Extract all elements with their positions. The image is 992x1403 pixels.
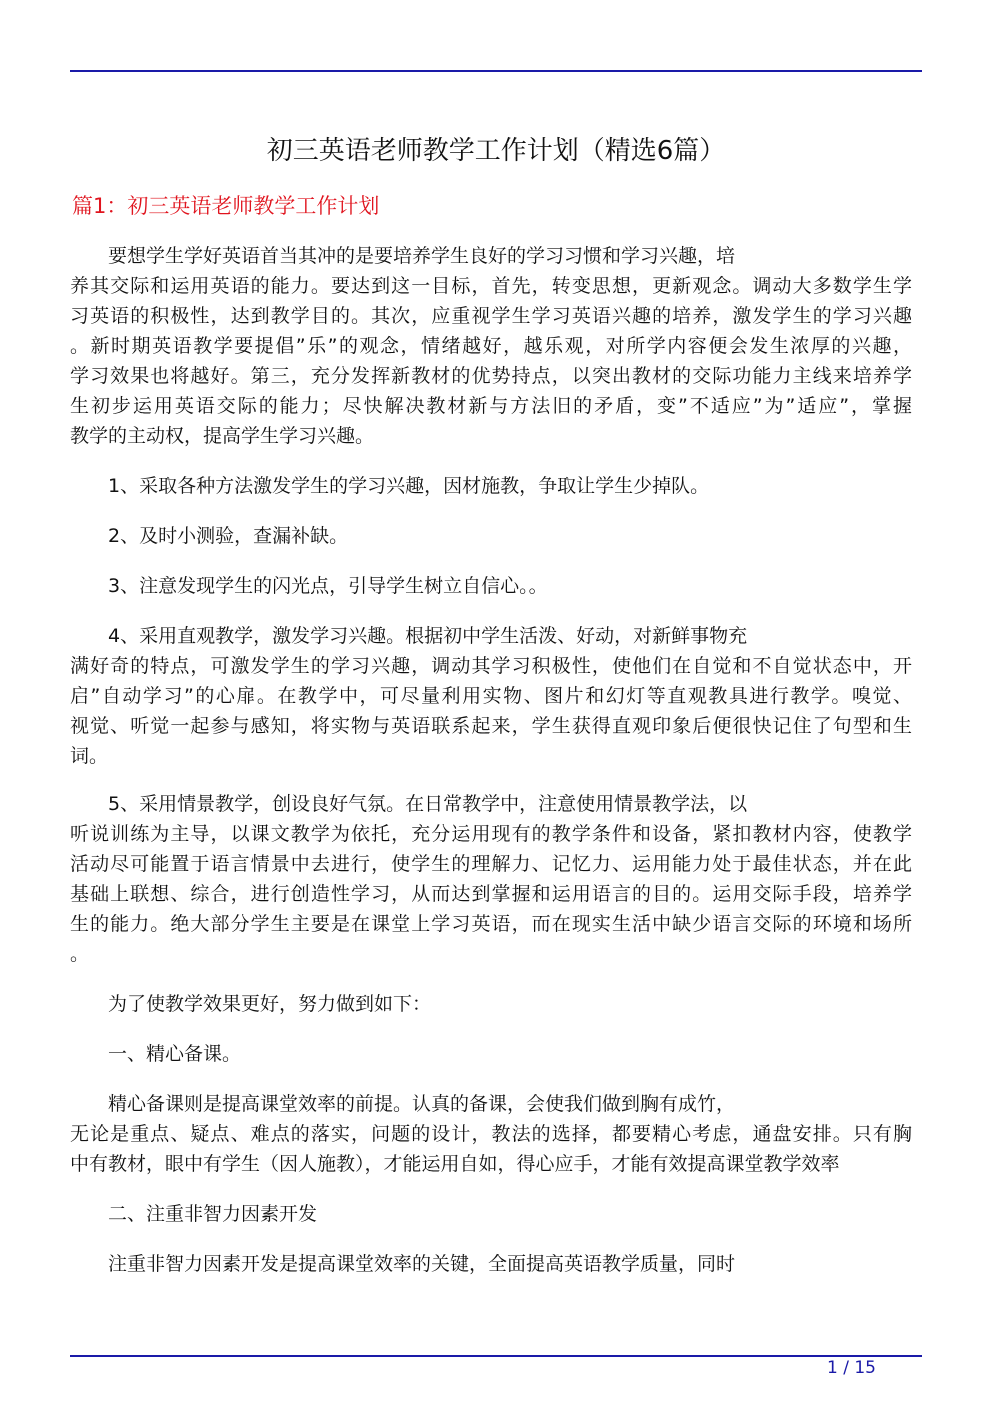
page-number: 1 / 15 [827,1358,876,1378]
paragraph [70,1249,912,1279]
text-line: 要想学生学好英语首当其冲的是要培养学生良好的学习习惯和学习兴趣，培 [108,245,736,267]
paragraph [70,1199,912,1229]
paragraph [70,789,912,969]
text-line: 习英语的积极性，达到教学目的。其次，应重视学生学习英语兴趣的培养，激发学生的学习兴趣 [70,305,912,327]
bottom-rule [70,1355,922,1357]
paragraph [70,621,912,771]
text-line: 二、注重非智力因素开发 [108,1203,318,1225]
text-line: 听说训练为主导，以课文教学为依托，充分运用现有的教学条件和设备，紧扣教材内容，使教学 [70,823,912,845]
paragraph [70,1089,912,1179]
text-line: 1、采取各种方法激发学生的学习兴趣，因材施教，争取让学生少掉队。 [108,475,710,497]
paragraph [70,241,912,451]
text-line: 学习效果也将越好。第三，充分发挥新教材的优势持点，以突出教材的交际功能力主线来培养学 [70,365,912,387]
text-line: 中有教材，眼中有学生（因人施教），才能运用自如，得心应手，才能有效提高课堂教学效率 [70,1153,840,1175]
text-line: 视觉、听觉一起参与感知，将实物与英语联系起来，学生获得直观印象后便很快记住了句型和生 [70,715,912,737]
text-line: 生的能力。绝大部分学生主要是在课堂上学习英语，而在现实生活中缺少语言交际的环境和场所 [70,913,912,935]
paragraph [70,521,912,551]
text-line: 满好奇的特点，可激发学生的学习兴趣，调动其学习积极性，使他们在自觉和不自觉状态中，开 [70,655,912,677]
text-line: 。 [70,943,90,965]
paragraph [70,471,912,501]
text-line: 3、注意发现学生的闪光点，引导学生树立自信心。。 [108,575,548,597]
text-line: 无论是重点、疑点、难点的落实，问题的设计，教法的选择，都要精心考虑，通盘安排。只有胸 [70,1123,912,1145]
text-line: 精心备课则是提高课堂效率的前提。认真的备课，会使我们做到胸有成竹， [108,1093,736,1115]
paragraph [70,1039,912,1069]
paragraph [70,989,912,1019]
document-title: 初三英语老师教学工作计划（精选6篇） [266,136,726,166]
text-line: 词。 [70,745,109,767]
section-heading: 篇1：初三英语老师教学工作计划 [72,194,380,218]
text-line: 一、精心备课。 [108,1043,242,1065]
text-line: 为了使教学效果更好，努力做到如下： [108,993,432,1015]
paragraph [70,571,912,601]
text-line: 养其交际和运用英语的能力。要达到这一目标，首先，转变思想，更新观念。调动大多数学生学 [70,275,912,297]
text-line: 教学的主动权，提高学生学习兴趣。 [70,425,375,447]
text-line: 生初步运用英语交际的能力；尽快解决教材新与方法旧的矛盾，变”不适应”为”适应”，掌握 [70,395,912,417]
top-rule [70,70,922,72]
text-line: 注重非智力因素开发是提高课堂效率的关键，全面提高英语教学质量，同时 [108,1253,736,1275]
text-line: 。新时期英语教学要提倡”乐”的观念，情绪越好，越乐观，对所学内容便会发生浓厚的兴趣， [70,335,912,357]
text-line: 活动尽可能置于语言情景中去进行，使学生的理解力、记忆力、运用能力处于最佳状态，并在此 [70,853,912,875]
text-line: 4、采用直观教学，激发学习兴趣。根据初中学生活泼、好动，对新鲜事物充 [108,625,748,647]
text-line: 基础上联想、综合，进行创造性学习，从而达到掌握和运用语言的目的。运用交际手段，培养学 [70,883,912,905]
text-line: 5、采用情景教学，创设良好气氛。在日常教学中，注意使用情景教学法，以 [108,793,748,815]
text-line: 2、及时小测验，查漏补缺。 [108,525,349,547]
text-line: 启”自动学习”的心扉。在教学中，可尽量利用实物、图片和幻灯等直观教具进行教学。嗅觉、 [70,685,912,707]
